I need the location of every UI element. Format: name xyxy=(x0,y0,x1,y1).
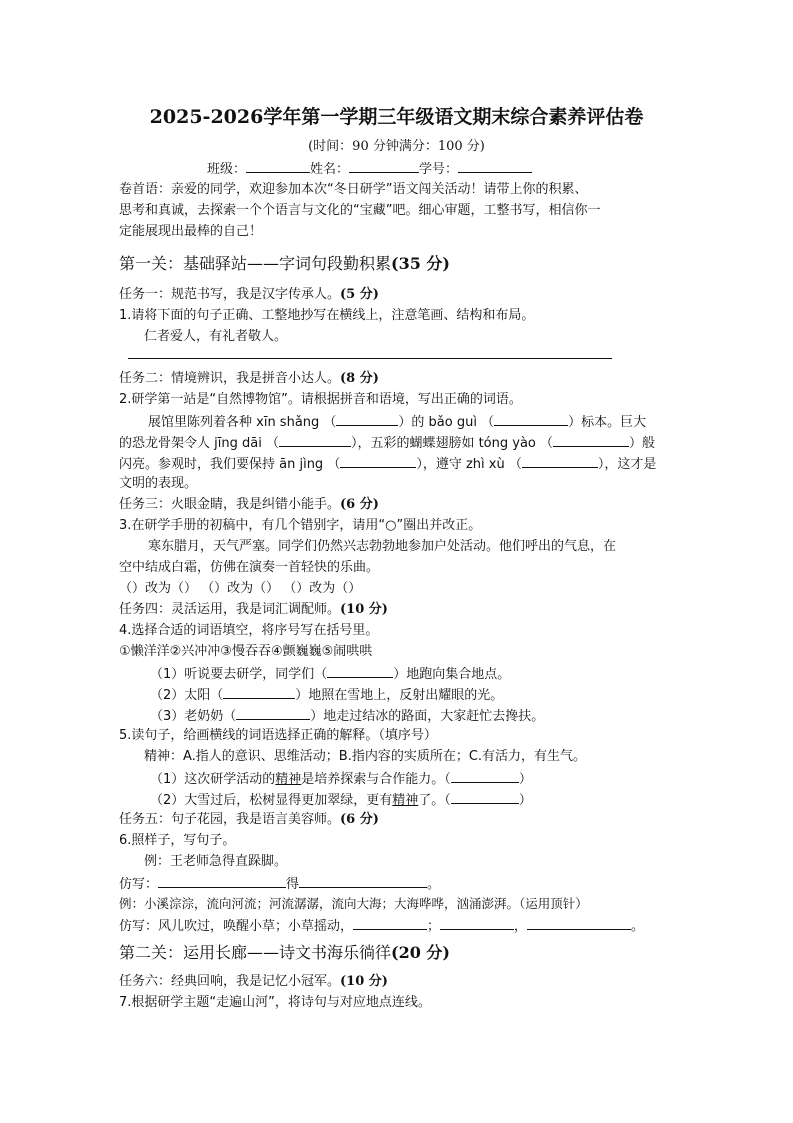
answer-blank[interactable] xyxy=(336,412,398,426)
task-heading xyxy=(119,811,379,829)
task-score: (8 分) xyxy=(340,371,379,386)
explain-sentence: （2）大雪过后，松树显得更加翠绿，更有精神了。（ ） xyxy=(150,790,532,810)
section-score: (20 分) xyxy=(391,943,450,962)
task-title: 任务四：灵活运用，我是词汇调配师。 xyxy=(119,602,341,617)
question-text: 5.读句子，给画横线的词语选择正确的解释。（填序号） xyxy=(119,728,437,743)
example-text: 例：王老师急得直跺脚。 xyxy=(144,854,288,869)
section-title: 第二关：运用长廊——诗文书海乐徜徉 xyxy=(119,943,392,962)
fill-sentence: （2）太阳（ ）地照在雪地上，反射出耀眼的光。 xyxy=(150,685,503,705)
task-score: (5 分) xyxy=(340,287,379,302)
task-heading xyxy=(119,496,379,514)
class-blank[interactable] xyxy=(246,159,310,173)
example-text: 例：小溪淙淙，流向河流；河流潺潺，流向大海；大海哗哗，汹涌澎湃。（运用顶针） xyxy=(119,896,588,911)
task-title: 任务三：火眼金睛，我是纠错小能手。 xyxy=(119,497,341,512)
task-heading xyxy=(119,370,379,388)
student-info-row xyxy=(207,159,532,179)
pinyin-line: 展馆里陈列着各种 xīn shǎng （ ）的 bǎo guì （ ）标本。巨大 xyxy=(148,412,646,432)
copy-sentence: 仁者爱人，有礼者敬人。 xyxy=(144,329,288,344)
question-text: 1.请将下面的句子正确、工整地抄写在横线上，注意笔画、结构和布局。 xyxy=(119,308,535,323)
task-title: 任务五：句子花园，我是语言美容师。 xyxy=(119,812,341,827)
intro-line: 定能展现出最棒的自己！ xyxy=(119,224,263,239)
intro-line: 卷首语：亲爱的同学，欢迎参加本次“冬日研学”语文闯关活动！请带上你的积累、 xyxy=(119,182,588,197)
section-title: 第一关：基础驿站——字词句段勤积累 xyxy=(119,254,392,273)
page-title: 2025-2026学年第一学期三年级语文期末综合素养评估卷 xyxy=(149,106,644,128)
task-score: (6 分) xyxy=(340,812,379,827)
answer-blank[interactable] xyxy=(279,433,351,447)
question-text: 2.研学第一站是“自然博物馆”。请根据拼音和语境，写出正确的词语。 xyxy=(119,392,522,407)
number-label: 学号： xyxy=(419,162,459,177)
class-label: 班级： xyxy=(207,162,247,177)
copy-line[interactable] xyxy=(128,358,612,359)
section-score: (35 分) xyxy=(391,254,450,273)
paragraph-line: 文明的表现。 xyxy=(119,476,198,491)
fill-sentence: （3）老奶奶（ ）地走过结冰的路面，大家赶忙去搀扶。 xyxy=(150,706,544,726)
answer-blank[interactable] xyxy=(353,916,427,930)
answer-blank[interactable] xyxy=(494,412,568,426)
word-options: ①懒洋洋②兴冲冲③慢吞吞④颤巍巍⑤闹哄哄 xyxy=(119,644,373,659)
answer-blank[interactable] xyxy=(527,916,631,930)
task-title: 任务六：经典回响，我是记忆小冠军。 xyxy=(119,974,341,989)
imitation-line: 仿写：风儿吹过，唤醒小草；小草摇动， ； ， 。 xyxy=(119,916,644,936)
time-info: (时间：90 分钟满分：100 分) xyxy=(308,139,485,154)
task-title: 任务二：情境辨识，我是拼音小达人。 xyxy=(119,371,341,386)
answer-blank[interactable] xyxy=(440,916,514,930)
number-blank[interactable] xyxy=(458,159,532,173)
explain-sentence: （1）这次研学活动的精神是培养探索与合作能力。（ ） xyxy=(150,769,532,789)
pinyin-line: 的恐龙骨架令人 jīng dāi （ ），五彩的蝴蝶翅膀如 tóng yào （ ）般 xyxy=(119,433,655,453)
definition-text: 精神：A.指人的意识、思维活动；B.指内容的实质所在；C.有活力，有生气。 xyxy=(144,749,587,764)
question-text: 3.在研学手册的初稿中，有几个错别字，请用“○”圈出并改正。 xyxy=(119,518,482,533)
question-text: 7.根据研学主题“走遍山河”，将诗句与对应地点连线。 xyxy=(119,995,431,1010)
answer-blank[interactable] xyxy=(451,790,519,804)
intro-line: 思考和真诚，去探索一个个语言与文化的“宝藏”吧。细心审题，工整书写，相信你一 xyxy=(119,203,601,218)
task-heading xyxy=(119,286,379,304)
answer-blank[interactable] xyxy=(327,664,393,678)
task-heading xyxy=(119,601,388,619)
task-score: (6 分) xyxy=(340,497,379,512)
correction-row[interactable]: （）改为（） （）改为（） （）改为（） xyxy=(119,581,362,596)
name-label: 姓名： xyxy=(310,162,350,177)
answer-blank[interactable] xyxy=(299,874,427,888)
imitation-line: 仿写： 得 。 xyxy=(119,874,440,894)
answer-blank[interactable] xyxy=(340,454,416,468)
paragraph-line: 寒东腊月，天气严塞。同学们仍然兴志勃勃地参加户处活动。他们呼出的气息，在 xyxy=(148,539,617,554)
answer-blank[interactable] xyxy=(223,685,295,699)
answer-blank[interactable] xyxy=(522,454,598,468)
question-text: 6.照样子，写句子。 xyxy=(119,833,236,848)
question-text: 4.选择合适的词语填空，将序号写在括号里。 xyxy=(119,623,379,638)
name-blank[interactable] xyxy=(349,159,419,173)
pinyin-line: 闪亮。参观时，我们要保持 ān jìng （ ），遵守 zhì xù （ ），这才是 xyxy=(119,454,656,474)
fill-sentence: （1）听说要去研学，同学们（ ）地跑向集合地点。 xyxy=(150,664,510,684)
task-score: (10 分) xyxy=(340,974,388,989)
task-title: 任务一：规范书写，我是汉字传承人。 xyxy=(119,287,341,302)
answer-blank[interactable] xyxy=(236,706,310,720)
answer-blank[interactable] xyxy=(158,874,286,888)
answer-blank[interactable] xyxy=(451,769,519,783)
task-heading xyxy=(119,973,388,991)
task-score: (10 分) xyxy=(340,602,388,617)
paragraph-line: 空中结成白霜，仿佛在演奏一首轻快的乐曲。 xyxy=(119,560,380,575)
section-heading xyxy=(119,253,450,275)
answer-blank[interactable] xyxy=(553,433,629,447)
section-heading xyxy=(119,942,450,964)
